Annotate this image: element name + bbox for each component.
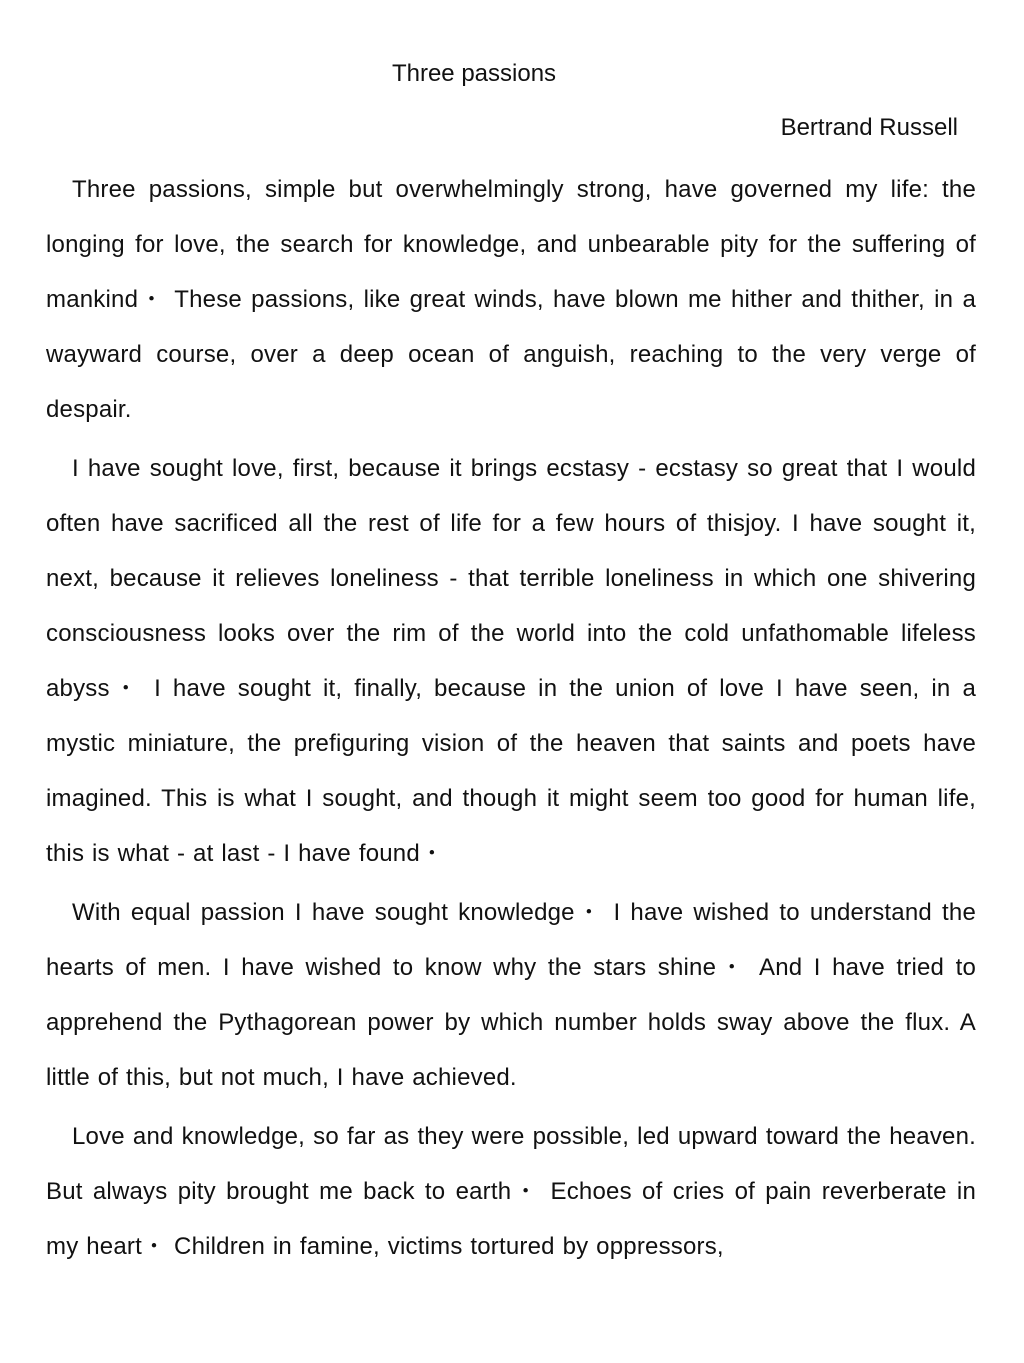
paragraph: With equal passion I have sought knowledge・ I have wished to understand the hearts of men. I have wished to know why the stars shine・ And I have tried to apprehend the Pythagorean power by which number holds sway above the flux. A little of this, but not much, I have achieved. (46, 899, 976, 1091)
document-body (46, 162, 976, 1278)
paragraph: I have sought love, first, because it brings ecstasy - ecstasy so great that I would often have sacrificed all the rest of life for a few hours of thisjoy. I have sought it, next, because it relieves loneliness - that terrible loneliness in which one shivering consciousness looks over the rim of the world into the cold unfathomable lifeless abyss・ I have sought it, finally, because in the union of love I have seen, in a mystic miniature, the prefiguring vision of the heaven that saints and poets have imagined. This is what I sought, and though it might seem too good for human life, this is what - at last - I have found・ (46, 455, 976, 867)
document-author: Bertrand Russell (780, 114, 958, 141)
document-title: Three passions (391, 60, 557, 87)
paragraph: Love and knowledge, so far as they were possible, led upward toward the heaven. But always pity brought me back to earth・ Echoes of cries of pain reverberate in my heart・ Children in famine, victims tortured by oppressors, (46, 1123, 976, 1260)
paragraph: Three passions, simple but overwhelmingly strong, have governed my life: the longing for love, the search for knowledge, and unbearable pity for the suffering of mankind・ These passions, like great winds, have blown me hither and thither, in a wayward course, over a deep ocean of anguish, reaching to the very verge of despair. (46, 176, 976, 423)
